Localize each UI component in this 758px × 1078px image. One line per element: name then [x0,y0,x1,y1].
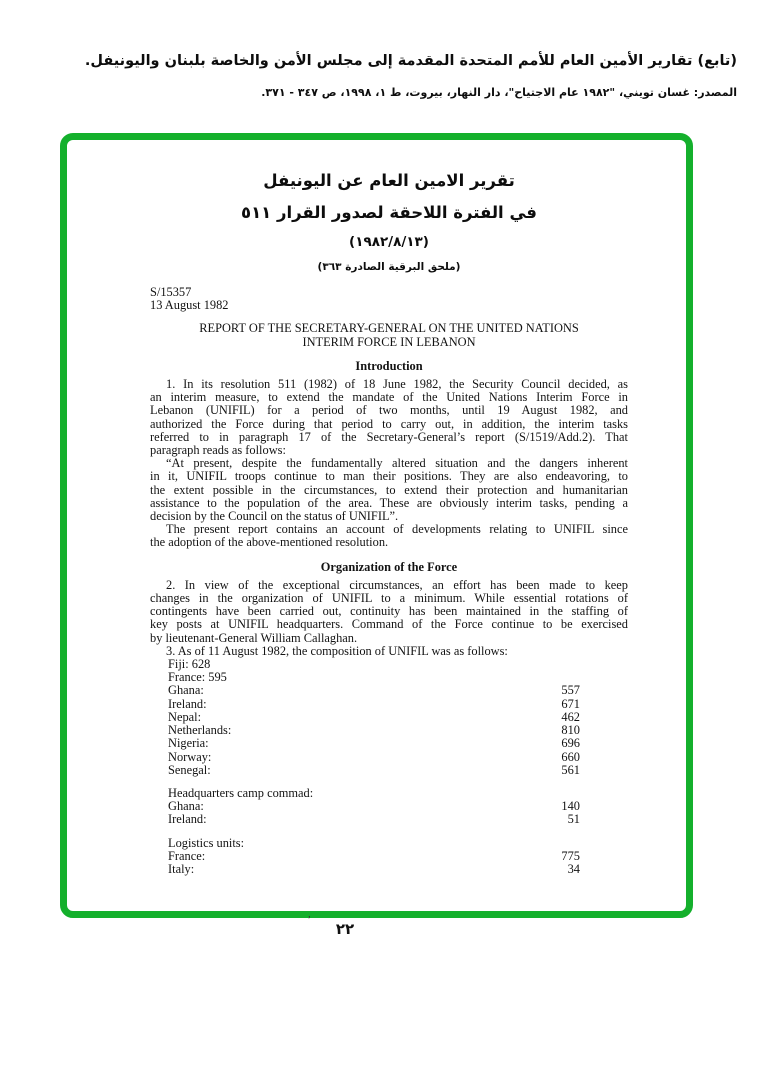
doc-date: 13 August 1982 [150,298,229,313]
troop-row [168,800,580,813]
row-value: 462 [561,709,580,724]
para-line: referred to in paragraph 17 of the Secretary-General’s report (S/1519/Add.2). That [150,429,628,444]
row-label: France: [168,670,206,685]
paragraph-2 [150,579,628,645]
arabic-title-block [150,171,628,273]
doc-symbol: S/15357 [150,285,192,299]
para-line: decision by the Council on the status of UNIFIL”. [150,509,399,524]
arabic-title-line1: تقرير الامين العام عن اليونيفل [263,171,515,190]
quoted-paragraph [150,457,628,523]
row-value: 628 [191,657,211,672]
troop-row [168,737,580,750]
row-value: 51 [567,812,580,827]
organization-heading: Organization of the Force [320,559,458,574]
present-report-paragraph [150,523,628,549]
row-value: 810 [561,723,580,738]
troop-row [168,684,580,697]
paragraph-1 [150,378,628,457]
para-line: the extent possible in the circumstances, to extend their protection and humanitarian [150,482,628,497]
hq-camp-heading: Headquarters camp commad: [168,785,314,800]
row-value: 561 [561,762,580,777]
row-value: 671 [561,696,580,711]
troop-row [168,850,580,863]
para-line: by lieutenant-General William Callaghan. [150,630,358,645]
para-line: 1. In its resolution 511 (1982) of 18 June 1982, the Security Council decided, as [166,377,628,392]
troop-row [168,698,580,711]
arabic-title-line2: في الفترة اللاحقة لصدور القرار ٥١١ [241,203,537,222]
report-title-line2: INTERIM FORCE IN LEBANON [302,334,476,349]
para-line: “At present, despite the fundamentally altered situation and the dangers inherent [166,456,628,471]
para-line: the adoption of the above-mentioned resolution. [150,535,389,550]
arabic-title-date: (١٩٨٢/٨/١٣) [349,234,429,250]
row-label: Norway: [168,749,212,764]
para-line: contingents have been carried out, continuity has been maintained in the staffing of [150,604,628,619]
troop-row [168,764,580,777]
report-body [150,286,628,876]
row-label: Senegal: [168,762,211,777]
row-label: France: [168,848,206,863]
troop-row [168,863,580,876]
para-line: changes in the organization of UNIFIL to a minimum. While essential rotations of [150,591,628,606]
row-label: Fiji: [168,657,189,672]
para-line: key posts at UNIFIL headquarters. Command of the Force continue to be exercised [150,617,628,632]
row-value: 557 [561,683,580,698]
para-line: in it, UNIFIL troops continue to man their positions. They are also endeavoring, to [150,469,628,484]
row-label: Italy: [168,861,195,876]
troop-row [168,813,580,826]
para-line: paragraph reads as follows: [150,443,286,458]
report-title-line1: REPORT OF THE SECRETARY-GENERAL ON THE UNITED NATIONS [199,321,579,336]
row-value: 595 [208,670,227,685]
troop-row-inline [168,658,628,671]
composition-intro-line: 3. As of 11 August 1982, the composition of UNIFIL was as follows: [166,643,508,658]
row-label: Nigeria: [168,736,209,751]
row-value: 140 [561,799,580,814]
logistics-units-heading: Logistics units: [168,835,245,850]
para-line: authorized the Force during that period to carry out, in addition, the interim tasks [150,416,628,431]
para-line: 2. In view of the exceptional circumstances, an effort has been made to keep [166,577,628,592]
composition-list [150,658,628,876]
troop-row-inline [168,671,628,684]
row-value: 34 [567,861,580,876]
row-value: 696 [561,736,580,751]
para-line: an interim measure, to extend the mandate of the United Nations Interim Force in [150,390,628,405]
report-title [150,322,628,348]
para-line: assistance to the population of the area. These are obviously interim tasks, pending a [150,495,628,510]
row-label: Ghana: [168,683,204,698]
para-line: Lebanon (UNIFIL) for a period of two months, until 19 August 1982, and [150,403,628,418]
row-label: Ghana: [168,799,204,814]
arabic-title-note: (ملحق البرقية الصادرة ٣٦٣) [317,261,461,273]
page-number: ٢٢ [335,920,355,938]
row-label: Nepal: [168,709,202,724]
row-label: Ireland: [168,812,207,827]
stray-mark: ’ [307,915,311,926]
row-value: 775 [561,848,580,863]
source-citation-line: المصدر: غسان تويني، "١٩٨٢ عام الاجتياح"، دار النهار، بيروت، ط ١، ١٩٩٨، ص ٣٤٧ - ٣٧١. [261,86,737,99]
introduction-heading: Introduction [355,358,423,373]
arabic-header-line: (تابع) تقارير الأمين العام للأمم المتحدة المقدمة إلى مجلس الأمن والخاصة بلبنان واليونيفل. [84,53,737,69]
row-value: 660 [561,749,580,764]
troop-row [168,751,580,764]
troop-row [168,724,580,737]
row-label: Netherlands: [168,723,232,738]
row-label: Ireland: [168,696,207,711]
para-line: The present report contains an account of developments relating to UNIFIL since [166,522,628,537]
